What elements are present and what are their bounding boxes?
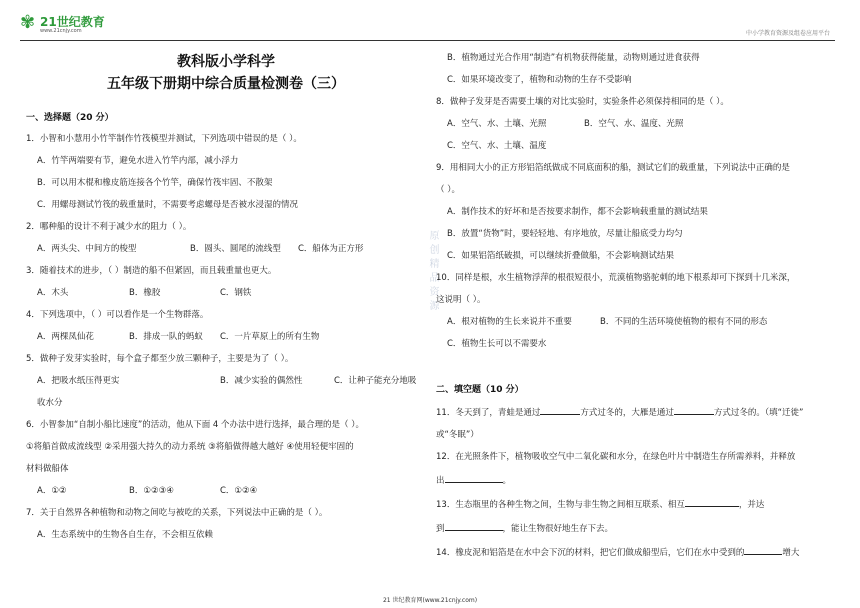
question-stem-continued: （ ）。	[436, 185, 460, 195]
option-c: C．钢铁	[220, 288, 252, 298]
section-fill-heading: 二、填空题（10 分）	[436, 385, 524, 395]
question-14	[436, 545, 836, 559]
question-stem: 12．在光照条件下，植物吸收空气中二氧化碳和水分，在绿色叶片中制造生存所需养料，并释放	[436, 452, 796, 462]
method-list-continued: 材料做船体	[26, 464, 69, 474]
stem-part: 方式过冬的，大雁是通过	[580, 408, 674, 418]
question-stem: 6．小智参加“自制小船比速度”的活动，他从下面 4 个办法中进行选择，最合理的是（ ）。	[26, 420, 364, 430]
stem-part: 11．冬天到了，青蛙是通过	[436, 408, 541, 418]
answer-blank[interactable]	[685, 497, 739, 507]
question-stem-continued	[436, 521, 836, 535]
exam-title-line1: 教科版小学科学	[177, 54, 275, 70]
option-c: C．船体为正方形	[298, 244, 364, 254]
question-4	[26, 309, 426, 343]
stem-part: ，能让生物很好地生存下去。	[502, 524, 614, 534]
options-row	[26, 287, 426, 299]
right-column	[436, 44, 836, 590]
question-2	[26, 221, 426, 255]
stem-part: 增大	[782, 548, 800, 558]
question-stem: 5．做种子发芽实验时，每个盒子都至少放三颗种子，主要是为了（ ）。	[26, 354, 294, 364]
answer-blank[interactable]	[540, 405, 580, 415]
question-8	[436, 96, 836, 152]
option-c: C．一片草原上的所有生物	[220, 332, 320, 342]
stem-part: 14．橡皮泥和铝箔是在水中会下沉的材料，把它们做成船型后，它们在水中受到的	[436, 548, 745, 558]
question-stem	[436, 545, 836, 559]
question-7	[26, 507, 426, 541]
option-a: A．①②	[37, 486, 67, 496]
question-5	[26, 353, 426, 409]
option-c: C．如果铝箔纸破损，可以继续折叠做船，不会影响测试结果	[447, 251, 674, 261]
question-11	[436, 405, 836, 441]
option-a: A．木头	[37, 288, 69, 298]
option-a: A．把吸水纸压得更实	[37, 376, 120, 386]
answer-blank[interactable]	[744, 545, 782, 555]
page-footer: 21 世纪教育网(www.21cnjy.com)	[382, 597, 478, 604]
option-a: A．生态系统中的生物各自生存，不会相互依赖	[37, 530, 213, 540]
question-stem: 10．同样是根，水生植物浮萍的根很短很小，荒漠植物骆驼刺的地下根系却可下探到十几米深，	[436, 273, 796, 283]
stem-part: ，并达	[738, 500, 765, 510]
option-c-continued: 收水分	[37, 398, 63, 408]
options-row	[436, 316, 836, 328]
site-logo	[20, 12, 140, 40]
question-stem: 4．下列选项中，（ ）可以看作是一个生物群落。	[26, 310, 209, 320]
option-a: A．竹竿两端要有节，避免水进入竹竿内部，减小浮力	[37, 156, 239, 166]
option-c: C．植物生长可以不需要水	[447, 339, 547, 349]
option-b: B．不同的生活环境使植物的根有不同的形态	[600, 317, 768, 327]
option-c: C．用螺母测试竹筏的载重量时，不需要考虑螺母是否被水浸湿的情况	[37, 200, 298, 210]
question-stem	[436, 497, 836, 511]
exam-title-line2: 五年级下册期中综合质量检测卷（三）	[107, 76, 345, 92]
option-b: B．排成一队的蚂蚁	[129, 332, 203, 342]
question-10	[436, 272, 836, 350]
header-divider	[20, 40, 835, 41]
option-b: B．减少实验的偶然性	[220, 376, 303, 386]
option-a: A．两棵凤仙花	[37, 332, 94, 342]
section-choice-heading: 一、选择题（20 分）	[26, 113, 114, 123]
option-a: A．两头尖、中间方的梭型	[37, 244, 137, 254]
logo-url: www.21cnjy.com	[40, 28, 82, 34]
option-b: B．空气、水、温度、光照	[584, 119, 684, 129]
question-6	[26, 419, 426, 497]
question-stem: 9．用相同大小的正方形铝箔纸做成不同底面积的船，测试它们的载重量，下列说法中正确的是	[436, 163, 790, 173]
option-b: B．可以用木棍和橡皮筋连接各个竹竿，确保竹筏牢固、不散架	[37, 178, 273, 188]
stem-part: 13．生态瓶里的各种生物之间，生物与非生物之间相互联系、相互	[436, 500, 685, 510]
method-list: ①将船首做成流线型 ②采用强大持久的动力系统 ③将船做得越大越好 ④使用轻便牢固的	[26, 442, 354, 452]
option-b: B．放置“货物”时，要轻轻地、有序地放，尽量让船底受力均匀	[447, 229, 683, 239]
option-c: C．空气、水、土壤、温度	[447, 141, 547, 151]
question-stem-continued: 这说明（ ）。	[436, 295, 486, 305]
question-1	[26, 133, 426, 211]
question-stem: 7．关于自然界各种植物和动物之间吃与被吃的关系，下列说法中正确的是（ ）。	[26, 508, 328, 518]
answer-blank[interactable]	[445, 521, 503, 531]
question-stem: 2．哪种船的设计不利于减少水的阻力（ ）。	[26, 222, 192, 232]
logo-text: 21世纪教育	[40, 15, 105, 29]
runner-logo-icon: ✾	[20, 12, 36, 33]
question-stem: 1．小智和小慧用小竹竿制作竹筏模型并测试，下列选项中错误的是（ ）。	[26, 134, 302, 144]
stem-part: 到	[436, 524, 445, 534]
options-row	[26, 331, 426, 343]
options-row	[26, 485, 426, 497]
question-stem: 8．做种子发芽是否需要土壤的对比实验时，实验条件必须保持相同的是（ ）。	[436, 97, 729, 107]
q7-option-b: B．植物通过光合作用“制造”有机物获得能量，动物则通过进食获得	[447, 53, 700, 63]
question-13	[436, 497, 836, 535]
watermark: 原创精品资源	[427, 230, 438, 314]
options-row	[436, 118, 836, 130]
platform-tagline: 中小学教育资源及组卷应用平台	[745, 30, 830, 37]
option-c: C．让种子能充分地吸	[334, 376, 417, 386]
question-stem-continued: 或“冬眠”）	[436, 430, 479, 440]
stem-part: 出	[436, 476, 445, 486]
question-stem-continued	[436, 473, 836, 487]
options-row	[26, 375, 426, 387]
stem-part: 方式过冬的。（填“迁徙”	[713, 408, 804, 418]
question-9	[436, 162, 836, 262]
answer-blank[interactable]	[445, 473, 503, 483]
option-a: A．制作技术的好坏和是否按要求制作，都不会影响载重量的测试结果	[447, 207, 708, 217]
stem-part: 。	[502, 476, 512, 486]
answer-blank[interactable]	[674, 405, 714, 415]
option-b: B．橡胶	[129, 288, 161, 298]
q7-option-c: C．如果环境改变了，植物和动物的生存不受影响	[447, 75, 632, 85]
option-b: B．①②③④	[129, 486, 174, 496]
option-c: C．①②④	[220, 486, 258, 496]
question-3	[26, 265, 426, 299]
question-stem	[436, 405, 836, 419]
left-column	[26, 44, 426, 590]
page-header	[0, 0, 860, 44]
options-row	[26, 243, 426, 255]
option-a: A．空气、水、土壤、光照	[447, 119, 547, 129]
option-a: A．根对植物的生长来说并不重要	[447, 317, 572, 327]
question-stem: 3．随着技术的进步，（ ）制造的船不但紧固，而且载重量也更大。	[26, 266, 277, 276]
question-12	[436, 451, 836, 487]
option-b: B．圆头、圆尾的流线型	[190, 244, 281, 254]
